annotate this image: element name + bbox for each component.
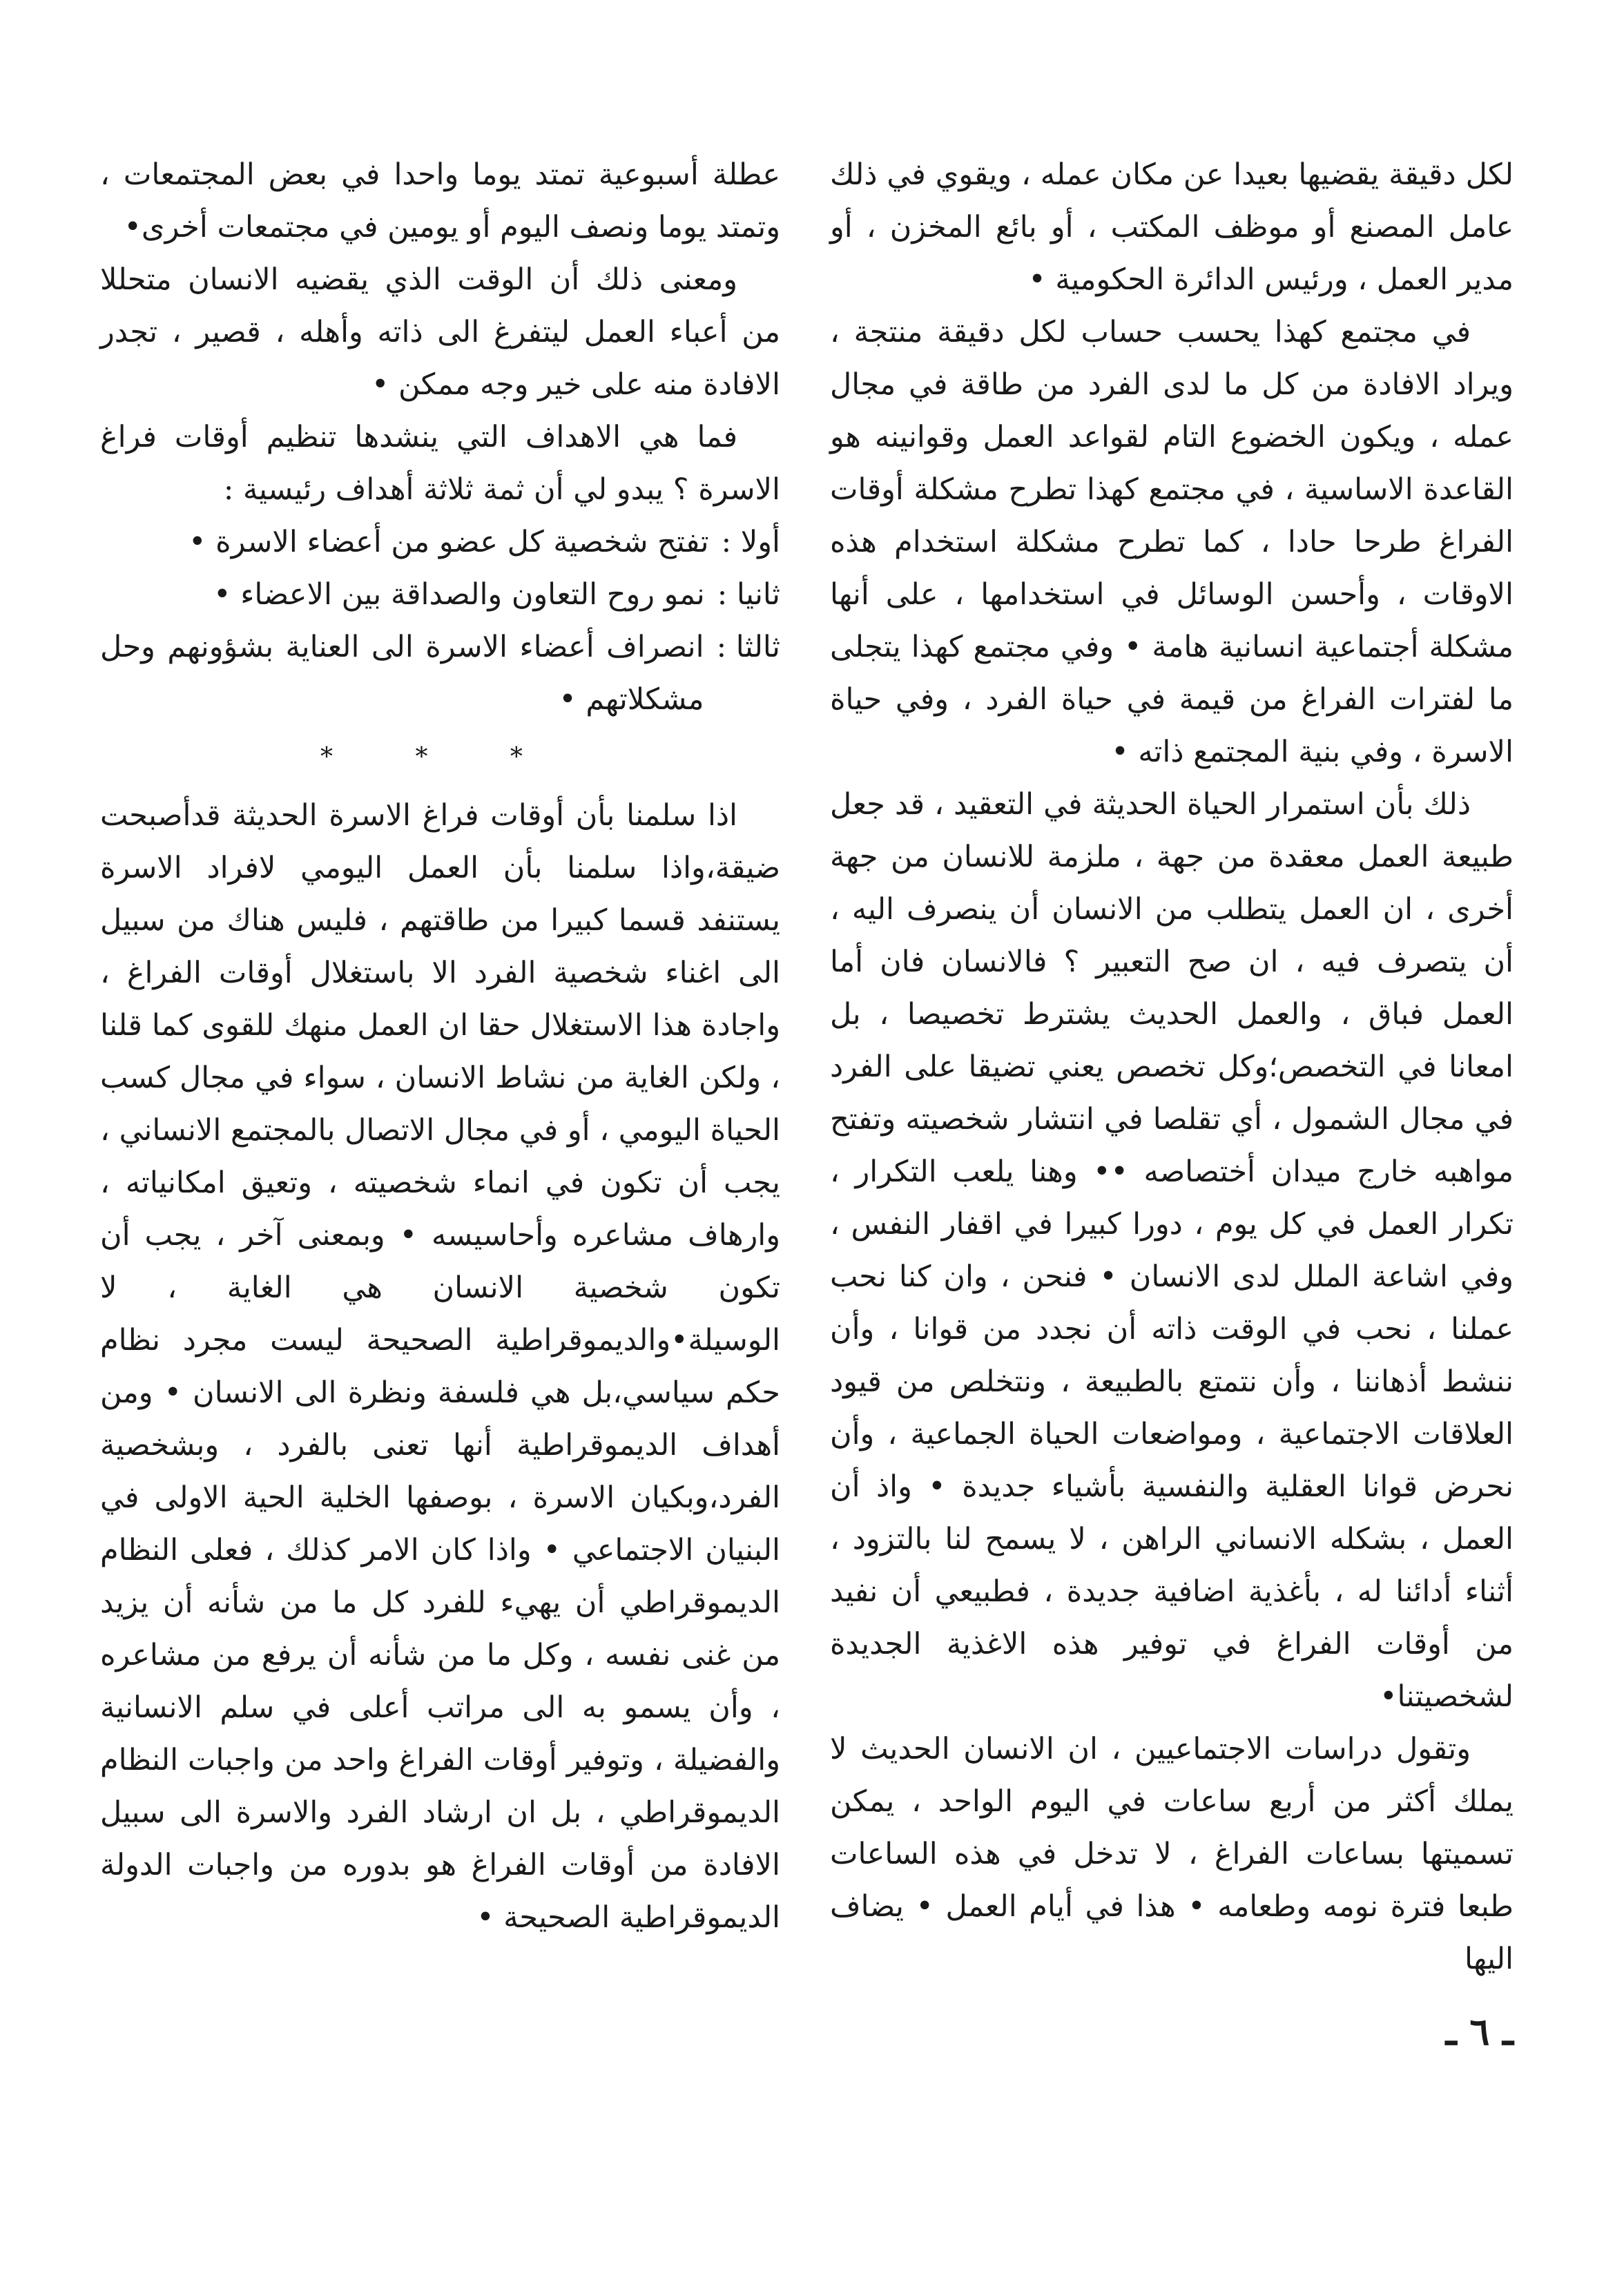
right-column (830, 148, 1514, 1985)
paragraph: وتقول دراسات الاجتماعيين ، ان الانسان الحديث لا يملك أكثر من أربع ساعات في اليوم الواحد ، يمكن تسميتها بساعات الفراغ ، لا تدخل في هذه الساعات طبعا فترة نومه وطعامه • هذا في أيام العمل • يضاف اليها (830, 1732, 1514, 1976)
goal-label: أولا : (721, 525, 780, 559)
paragraph: اذا سلمنا بأن أوقات فراغ الاسرة الحديثة قدأصبحت ضيقة،واذا سلمنا بأن العمل اليومي لافراد الاسرة يستنفد قسما كبيرا من طاقتهم ، فليس هناك من سبيل الى اغناء شخصية الفرد الا باستغلال أوقات الفراغ ، واجادة هذا الاستغلال حقا ان العمل منهك للقوى كما قلنا ، ولكن الغاية من نشاط الانسان ، سواء في مجال كسب الحياة اليومي ، أو في مجال الاتصال بالمجتمع الانساني ، يجب أن تكون في انماء شخصيته ، وتعيق امكانياته ، وارهاف مشاعره وأحاسيسه • وبمعنى آخر ، يجب أن تكون شخصية الانسان هي الغاية ، لا الوسيلة•والديموقراطية الصحيحة ليست مجرد نظام حكم سياسي،بل هي فلسفة ونظرة الى الانسان • ومن أهداف الديموقراطية أنها تعنى بالفرد ، وبشخصية الفرد،وبكيان الاسرة ، بوصفها الخلية الحية الاولى في البنيان الاجتماعي • واذا كان الامر كذلك ، فعلى النظام الديموقراطي أن يهيء للفرد كل ما من شأنه أن يزيد من غنى نفسه ، وكل ما من شأنه أن يرفع من مشاعره ، وأن يسمو به الى مراتب أعلى في سلم الانسانية والفضيلة ، وتوفير أوقات الفراغ واحد من واجبات النظام الديموقراطي ، بل ان ارشاد الفرد والاسرة الى سبيل الافادة من أوقات الفراغ هو بدوره من واجبات الدولة الديموقراطية الصحيحة • (100, 798, 780, 1935)
goal-item-first (100, 516, 780, 568)
paragraph: في مجتمع كهذا يحسب حساب لكل دقيقة منتجة ، ويراد الافادة من كل ما لدى الفرد من طاقة في مجال عمله ، ويكون الخضوع التام لقواعد العمل وقوانينه هو القاعدة الاساسية ، في مجتمع كهذا تطرح مشكلة أوقات الفراغ طرحا حادا ، كما تطرح مشكلة استخدام هذه الاوقات ، وأحسن الوسائل في استخدامها ، على أنها مشكلة أجتماعية انسانية هامة • وفي مجتمع كهذا يتجلى ما لفترات الفراغ من قيمة في حياة الفرد ، وفي حياة الاسرة ، وفي بنية المجتمع ذاته • (830, 315, 1514, 769)
goal-text: تفتح شخصية كل عضو من أعضاء الاسرة • (188, 525, 709, 559)
paragraph: ومعنى ذلك أن الوقت الذي يقضيه الانسان متحللا من أعباء العمل ليتفرغ الى ذاته وأهله ، قصير ، تجدر الافادة منه على خير وجه ممكن • (100, 262, 780, 402)
paragraph: لكل دقيقة يقضيها بعيدا عن مكان عمله ، ويقوي في ذلك عامل المصنع أو موظف المكتب ، أو بائع المخزن ، أو مدير العمل ، ورئيس الدائرة الحكومية • (830, 157, 1514, 297)
goal-label: ثالثا : (716, 630, 780, 664)
paragraph: عطلة أسبوعية تمتد يوما واحدا في بعض المجتمعات ، وتمتد يوما ونصف اليوم أو يومين في مجتمعات أخرى• (100, 157, 780, 244)
goal-label: ثانيا : (717, 577, 780, 612)
section-separator: * * * (320, 743, 560, 771)
goal-item-second (100, 568, 780, 621)
paragraph: فما هي الاهداف التي ينشدها تنظيم أوقات فراغ الاسرة ؟ يبدو لي أن ثمة ثلاثة أهداف رئيسية : (100, 420, 780, 507)
goal-item-third (100, 621, 780, 726)
goal-text: انصراف أعضاء الاسرة الى العناية بشؤونهم وحل مشكلاتهم • (100, 630, 704, 717)
paragraph: ذلك بأن استمرار الحياة الحديثة في التعقيد ، قد جعل طبيعة العمل معقدة من جهة ، ملزمة للانسان من جهة أخرى ، ان العمل يتطلب من الانسان أن ينصرف اليه ، أن يتصرف فيه ، ان صح التعبير ؟ فالانسان فان أما العمل فباق ، والعمل الحديث يشترط تخصيصا ، بل امعانا في التخصص؛وكل تخصص يعني تضيقا على الفرد في مجال الشمول ، أي تقلصا في انتشار شخصيته وتفتح مواهبه خارج ميدان أختصاصه •• وهنا يلعب التكرار ، تكرار العمل في كل يوم ، دورا كبيرا في اقفار النفس ، وفي اشاعة الملل لدى الانسان • فنحن ، وان كنا نحب عملنا ، نحب في الوقت ذاته أن نجدد من قوانا ، وأن ننشط أذهاننا ، وأن نتمتع بالطبيعة ، ونتخلص من قيود العلاقات الاجتماعية ، ومواضعات الحياة الجماعية ، وأن نحرض قوانا العقلية والنفسية بأشياء جديدة • واذ أن العمل ، بشكله الانساني الراهن ، لا يسمح لنا بالتزود ، أثناء أدائنا له ، بأغذية اضافية جديدة ، فطبيعي أن نفيد من أوقات الفراغ في توفير هذه الاغذية الجديدة لشخصيتنا• (830, 787, 1514, 1714)
left-column (100, 148, 780, 1944)
page-number: ـ ٦ ـ (1445, 2009, 1514, 2054)
goal-text: نمو روح التعاون والصداقة بين الاعضاء • (213, 577, 705, 612)
